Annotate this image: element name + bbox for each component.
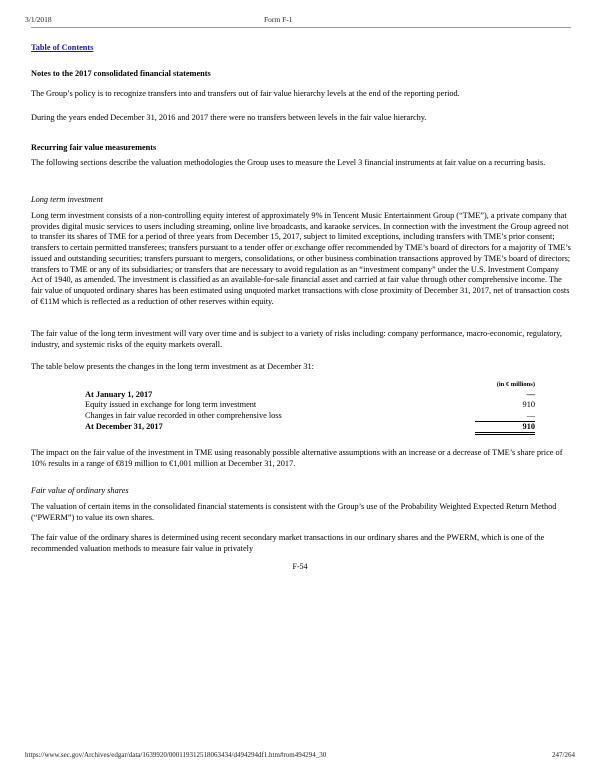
fvos-paragraph-1: The valuation of certain items in the consolidated financial statements is consistent with the Group’s use of the Probability Weighted Expected Return Method (“PWERM”) to value its own shares. <box>31 502 557 522</box>
header-divider <box>31 27 571 28</box>
policy-paragraph: The Group’s policy is to recognize transfers into and transfers out of fair value hierarchy levels at the end of the reporting period. <box>31 89 460 98</box>
fvos-paragraph-2: The fair value of the ordinary shares is determined using recent secondary market transactions in our ordinary shares and the PWERM, which is one of the recommended valuation methods to measure fair value in privately <box>31 533 545 553</box>
row-label: At January 1, 2017 <box>85 390 153 400</box>
page-number: F-54 <box>292 562 308 571</box>
table-row <box>85 390 535 400</box>
lti-risk-paragraph: The fair value of the long term investment will vary over time and is subject to a variety of risks including: company performance, macro-economic, regulatory, industry, and systemic risks of the equity markets overall. <box>31 329 562 349</box>
table-row <box>85 411 535 422</box>
table-intro: The table below presents the changes in the long term investment as at December 31: <box>31 362 314 371</box>
unit-header: (in € millions) <box>496 381 535 388</box>
investment-table <box>85 380 535 435</box>
print-page-count: 247/264 <box>552 751 575 759</box>
recurring-heading: Recurring fair value measurements <box>31 143 157 152</box>
table-total-row <box>85 421 535 433</box>
table-header-row <box>85 380 535 390</box>
recurring-intro: The following sections describe the valuation methodologies the Group uses to measure the Level 3 financial instruments at fair value on a recurring basis. <box>31 158 546 167</box>
row-value: 910 <box>475 421 535 433</box>
print-url: https://www.sec.gov/Archives/edgar/data/1639920/000119312518063434/d494294df1.htm#rom494294_30 <box>25 751 327 759</box>
no-transfers-paragraph: During the years ended December 31, 2016 and 2017 there were no transfers between levels in the fair value hierarchy. <box>31 113 427 122</box>
fvos-heading: Fair value of ordinary shares <box>31 486 129 495</box>
row-value: — <box>526 410 535 420</box>
row-label: Equity issued in exchange for long term investment <box>85 400 257 410</box>
row-value: — <box>526 390 535 400</box>
table-row <box>85 400 535 410</box>
row-value: 910 <box>522 400 535 410</box>
impact-paragraph: The impact on the fair value of the investment in TME using reasonably possible alternative assumptions with an increase or a decrease of TME’s share price of 10% results in a range of €819 million to €1,001 million at December 31, 2017. <box>31 448 563 468</box>
row-label: At December 31, 2017 <box>85 422 163 432</box>
row-label: Changes in fair value recorded in other comprehensive loss <box>85 410 282 420</box>
section-title: Notes to the 2017 consolidated financial statements <box>31 69 211 78</box>
table-of-contents-link[interactable]: Table of Contents <box>31 43 94 52</box>
print-date: 3/1/2018 <box>25 15 52 24</box>
lti-heading: Long term investment <box>31 195 103 204</box>
print-title: Form F-1 <box>264 15 293 24</box>
lti-body: Long term investment consists of a non-controlling equity interest of approximately 9% in Tencent Music Entertainment Group (“TME”), a private company that provides digital music services to users including streaming, online live broadcasts, and karaoke services. In connection with the investment the Group agreed not to transfer its shares of TME for a period of three years from December 15, 2017, subject to limited exceptions, including transfers with TME’s prior consent; transfers to certain permitted transferees; transfers pursuant to a tender offer or exchange offer recommended by TME’s board of directors for a majority of TME’s issued and outstanding securities; transfers pursuant to mergers, consolidations, or other business combination transactions approved by TME’s board of directors; transfers to TME or any of its subsidiaries; or transfers that are necessary to avoid regulation as an “investment company” under the U.S. Investment Company Act of 1940, as amended. The investment is classified as an available-for-sale financial asset and carried at fair value through other comprehensive income. The fair value of unquoted ordinary shares has been estimated using unquoted market transactions with close proximity of December 31, 2017, net of transaction costs of €11M which is reflected as a reduction of other reserves within equity. <box>31 211 571 306</box>
